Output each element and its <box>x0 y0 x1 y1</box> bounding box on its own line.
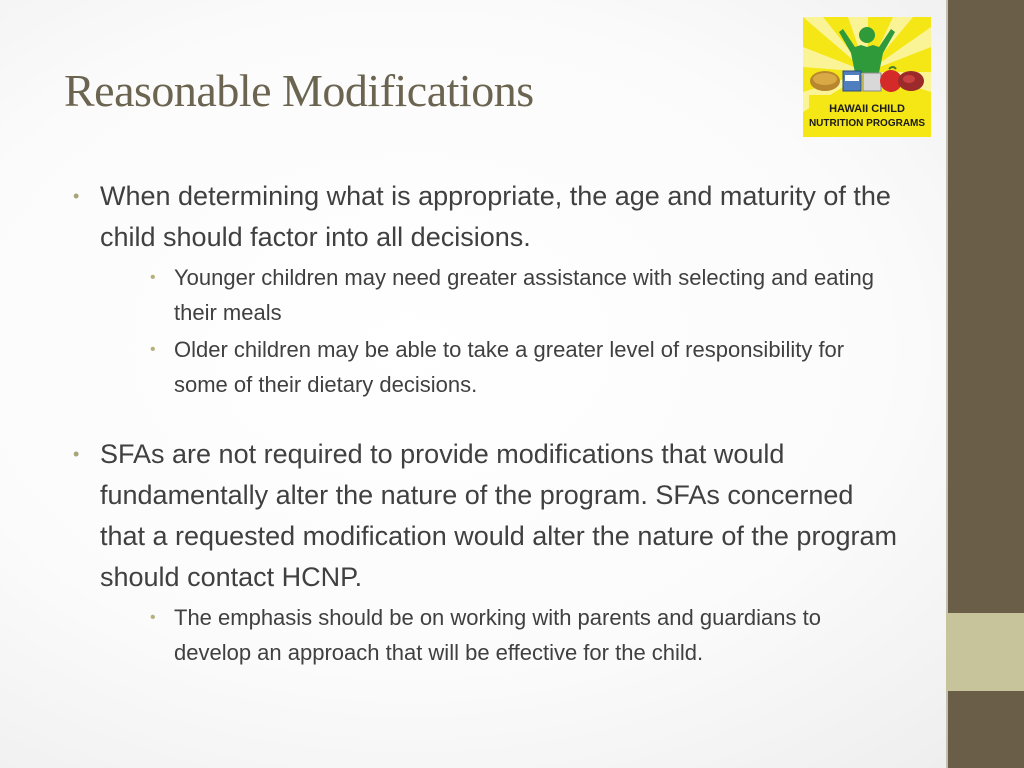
sub-bullet-marker: • <box>150 269 156 286</box>
bullet-text: SFAs are not required to provide modifications that would fundamentally alter the nature of the program. SFAs concerned that a requested modification would alter the nature of the program should contact HCNP. <box>100 439 897 592</box>
right-sidebar-bar <box>946 0 1024 768</box>
sub-bullet-item <box>70 600 900 670</box>
bullet-marker: • <box>73 186 80 206</box>
bullet-text: When determining what is appropriate, the age and maturity of the child should factor into all decisions. <box>100 181 891 252</box>
sub-bullet-item <box>70 332 900 402</box>
sidebar-accent-block <box>946 613 1024 691</box>
bullet-marker: • <box>73 444 80 464</box>
slide-title: Reasonable Modifications <box>64 65 534 116</box>
sub-bullet-marker: • <box>150 609 156 626</box>
sub-bullet-item <box>70 260 900 330</box>
bullet-item <box>70 434 900 598</box>
spacer <box>70 402 900 434</box>
logo-text-line-1: HAWAII CHILD <box>829 103 905 115</box>
slide-body <box>70 176 900 670</box>
sub-bullet-text: Younger children may need greater assistance with selecting and eating their meals <box>174 265 874 325</box>
hawaii-child-nutrition-programs-logo <box>803 17 931 137</box>
bullet-item <box>70 176 900 258</box>
sub-bullet-marker: • <box>150 341 156 358</box>
sub-bullet-text: The emphasis should be on working with parents and guardians to develop an approach that will be effective for the child. <box>174 605 821 665</box>
sub-bullet-text: Older children may be able to take a greater level of responsibility for some of their dietary decisions. <box>174 337 845 397</box>
logo-text-line-2: NUTRITION PROGRAMS <box>808 118 926 129</box>
